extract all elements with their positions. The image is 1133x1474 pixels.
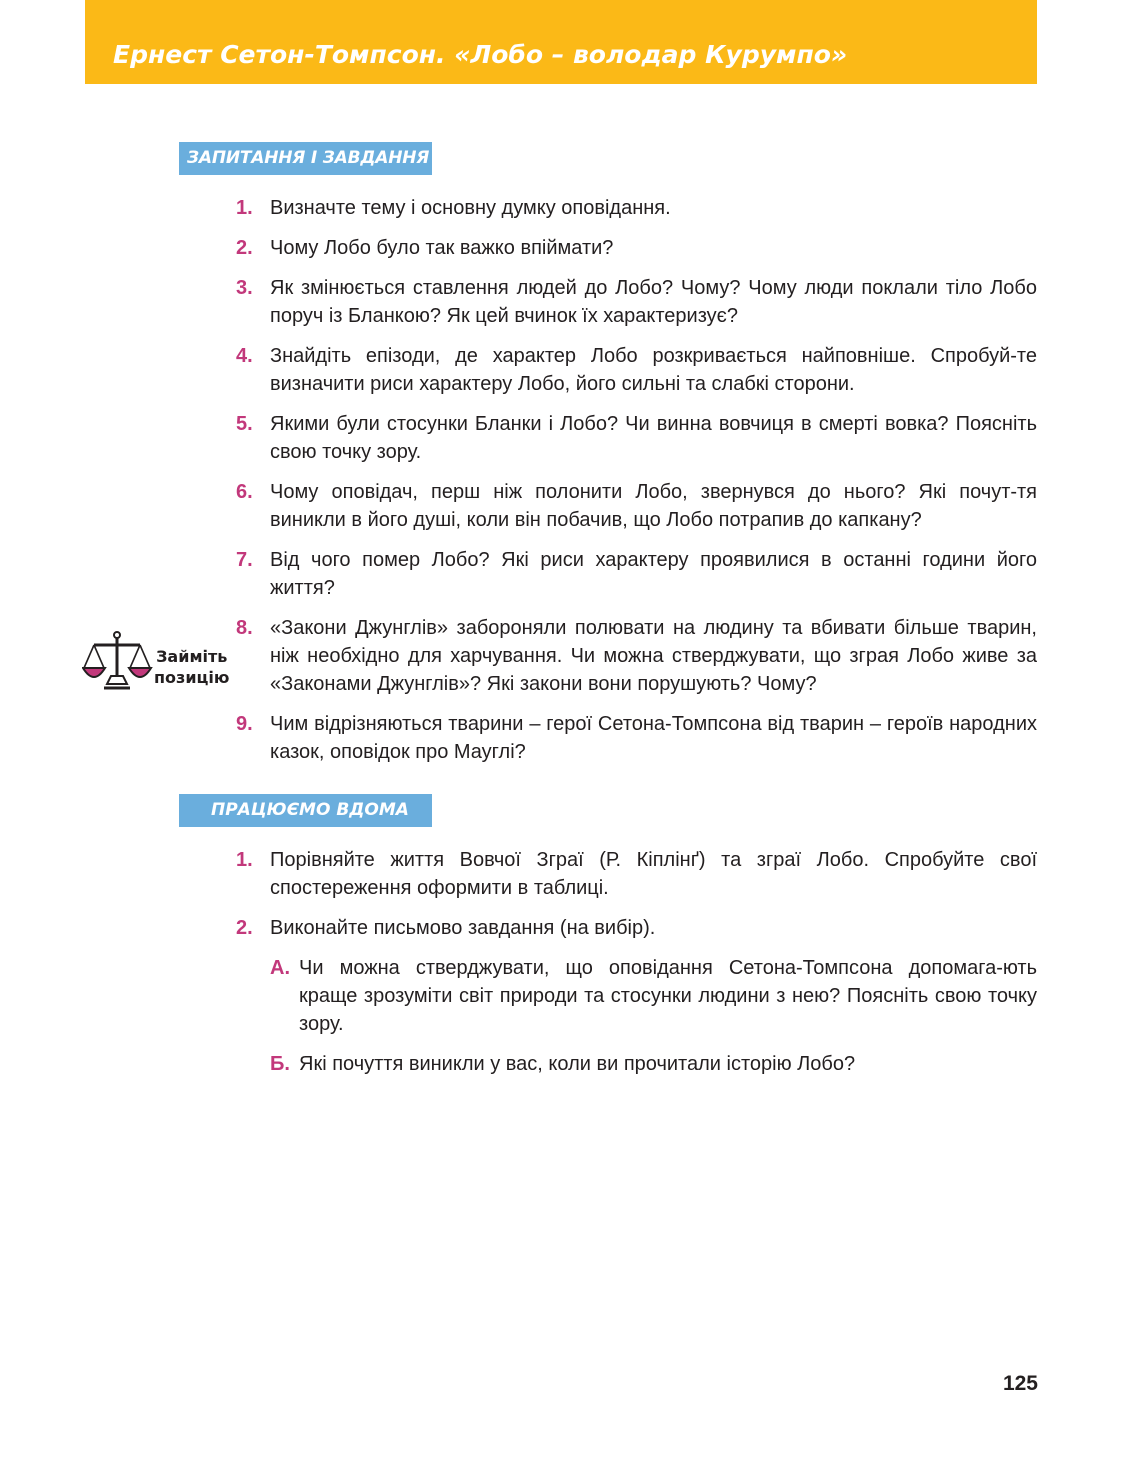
take-position-label — [154, 646, 229, 688]
question-text: «Закони Джунглів» забороняли полювати на людину та вбивати більше тварин, ніж необхідно для харчування. Чи можна стверджувати, що зграя Лобо живе за «Законами Джунглів»? Які закони вони порушують? Чому? — [270, 617, 1037, 695]
question-item — [236, 342, 1037, 398]
question-number: 2. — [236, 237, 253, 259]
option-text: Чи можна стверджувати, що оповідання Сетона-Томпсона допомага-ють краще зрозуміти світ природи та стосунки людини з нею? Поясніть свою точку зору. — [299, 957, 1037, 1035]
homework-item — [236, 846, 1037, 902]
question-text: Знайдіть епізоди, де характер Лобо розкривається найповніше. Спробуй-те визначити риси характеру Лобо, його сильні та слабкі сторони. — [270, 345, 1037, 395]
question-text: Чому оповідач, перш ніж полонити Лобо, звернувся до нього? Які почут-тя виникли в його душі, коли він побачив, що Лобо потрапив до капкану? — [270, 481, 1037, 531]
homework-list — [236, 846, 1037, 954]
homework-text: Виконайте письмово завдання (на вибір). — [270, 917, 656, 939]
question-item — [236, 478, 1037, 534]
question-number: 8. — [236, 617, 253, 639]
question-item — [236, 234, 1037, 262]
question-number: 9. — [236, 713, 253, 735]
take-position-line1: Займіть — [156, 647, 228, 666]
question-item — [236, 546, 1037, 602]
take-position-line2: позицію — [154, 668, 230, 687]
question-text: Чому Лобо було так важко впіймати? — [270, 237, 614, 259]
question-text: Як змінюється ставлення людей до Лобо? Чому? Чому люди поклали тіло Лобо поруч із Бланкою? Як цей вчинок їх характеризує? — [270, 277, 1037, 327]
question-item — [236, 274, 1037, 330]
question-text: Від чого помер Лобо? Які риси характеру проявилися в останні години його життя? — [270, 549, 1037, 599]
question-text: Визначте тему і основну думку оповідання. — [270, 197, 671, 219]
page-number: 125 — [1002, 1372, 1038, 1395]
header-band — [85, 0, 1037, 84]
question-text: Чим відрізняються тварини – герої Сетона-Томпсона від тварин – героїв народних казок, оповідок про Мауглі? — [270, 713, 1037, 763]
question-number: 6. — [236, 481, 253, 503]
option-letter: А. — [270, 957, 290, 979]
question-item — [236, 194, 1037, 222]
question-item — [236, 410, 1037, 466]
homework-number: 2. — [236, 917, 253, 939]
question-text: Якими були стосунки Бланки і Лобо? Чи винна вовчиця в смерті вовка? Поясніть свою точку зору. — [270, 413, 1037, 463]
questions-section-label: ЗАПИТАННЯ І ЗАВДАННЯ — [179, 142, 432, 175]
option-letter: Б. — [270, 1053, 290, 1075]
question-number: 5. — [236, 413, 253, 435]
homework-text: Порівняйте життя Вовчої Зграї (Р. Кіплінґ) та зграї Лобо. Спробуйте свої спостереження оформити в таблиці. — [270, 849, 1037, 899]
question-item — [236, 710, 1037, 766]
homework-option — [270, 954, 1037, 1038]
question-number: 1. — [236, 197, 253, 219]
chapter-title: Ернест Сетон-Томпсон. «Лобо – володар Курумпо» — [113, 40, 848, 69]
homework-number: 1. — [236, 849, 253, 871]
scales-icon — [82, 630, 154, 694]
question-item — [236, 614, 1037, 698]
homework-section-label: ПРАЦЮЄМО ВДОМА — [179, 794, 432, 827]
question-number: 3. — [236, 277, 253, 299]
question-number: 4. — [236, 345, 253, 367]
homework-option — [270, 1050, 1037, 1078]
homework-options-list — [270, 954, 1037, 1090]
homework-item — [236, 914, 1037, 942]
option-text: Які почуття виникли у вас, коли ви прочитали історію Лобо? — [299, 1053, 856, 1075]
questions-list — [236, 194, 1037, 778]
question-number: 7. — [236, 549, 253, 571]
take-position-badge — [82, 630, 232, 694]
